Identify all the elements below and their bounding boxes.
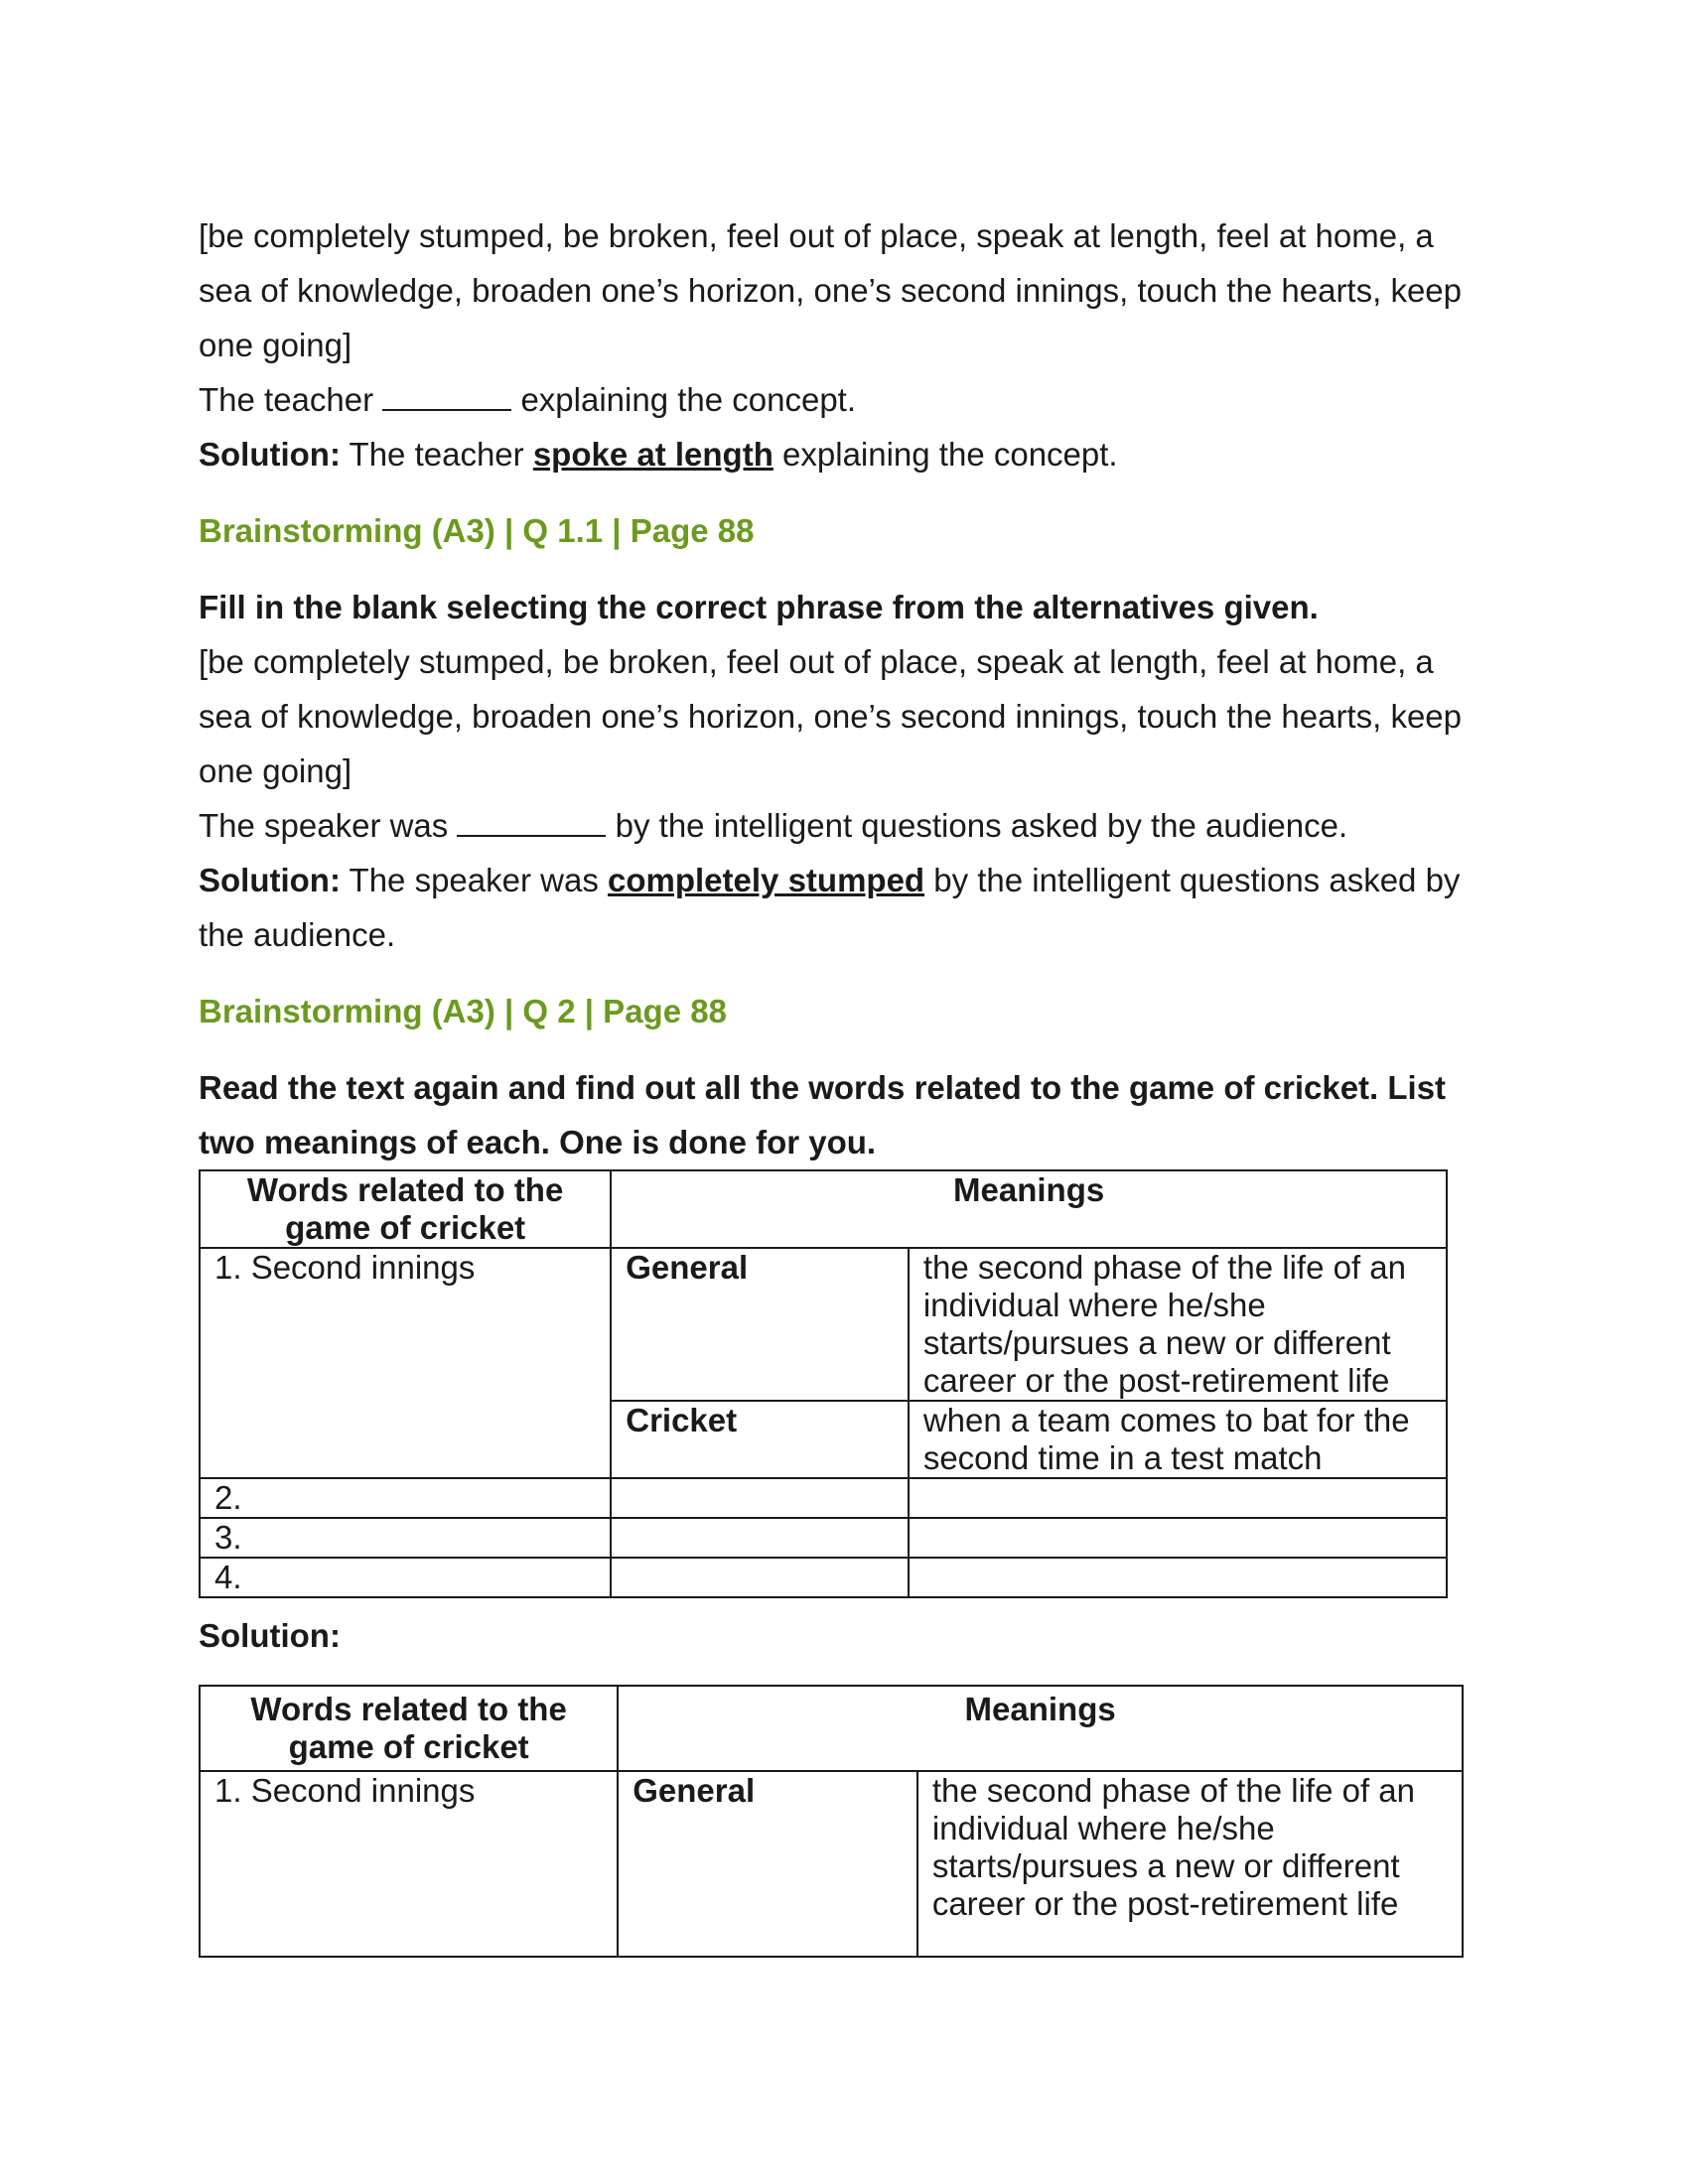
instruction: Read the text again and find out all the words related to the game of cricket. List two meanings of each. One is done for you. [199,1069,1447,1160]
row1-general-label: General [611,1248,909,1401]
table-row [200,1478,1447,1518]
solution-line [199,853,1489,962]
empty-cell [909,1478,1447,1518]
row1-general-label: General [618,1771,917,1957]
solution-label: Solution: [199,862,341,898]
section-heading: Brainstorming (A3) | Q 2 | Page 88 [199,993,727,1029]
row1-general-text: the second phase of the life of an individual where he/she starts/pursues a new or different career or the post-retirement life [909,1248,1447,1401]
sentence-before: The teacher [199,381,383,418]
table-header-row [200,1170,1447,1248]
question-sentence [199,372,1489,427]
header-words: Words related to the game of cricket [200,1686,618,1771]
instruction: Fill in the blank selecting the correct phrase from the alternatives given. [199,589,1319,625]
table-row [200,1518,1447,1558]
solution-table [199,1685,1464,1958]
solution-answer: spoke at length [532,436,774,473]
header-meanings: Meanings [618,1686,1463,1771]
solution-before: The teacher [340,436,533,473]
table-row [200,1248,1447,1401]
row1-cricket-label: Cricket [611,1401,909,1478]
solution-before: The speaker was [340,862,608,898]
solution-label: Solution: [199,436,341,473]
header-words: Words related to the game of cricket [200,1170,611,1248]
empty-cell [611,1478,909,1518]
empty-cell [909,1518,1447,1558]
solution-after: by the intelligent questions asked by the audience. [199,862,1461,953]
empty-cell [611,1518,909,1558]
solution-line [199,427,1489,481]
header-meanings: Meanings [611,1170,1447,1248]
row1-word: 1. Second innings [200,1248,611,1478]
options-list: [be completely stumped, be broken, feel out of place, speak at length, feel at home, a sea of knowledge, broaden one’s horizon, one’s second innings, touch the hearts, keep one going] [199,217,1462,363]
row2-word: 2. [200,1478,611,1518]
row3-word: 3. [200,1518,611,1558]
table-row [200,1771,1463,1957]
row1-cricket-text: when a team comes to bat for the second time in a test match [909,1401,1447,1478]
solution-after: explaining the concept. [773,436,1118,473]
empty-cell [909,1558,1447,1597]
sentence-after: explaining the concept. [511,381,857,418]
table-row [200,1558,1447,1597]
sentence-after: by the intelligent questions asked by the audience. [606,807,1348,844]
row1-word: 1. Second innings [200,1771,618,1957]
table-header-row [200,1686,1463,1771]
document-content [199,208,1489,1958]
blank-line [457,807,606,837]
section-heading: Brainstorming (A3) | Q 1.1 | Page 88 [199,512,755,549]
blank-line [382,381,511,411]
question-sentence [199,798,1489,853]
solution-label: Solution: [199,1617,341,1654]
row1-general-text: the second phase of the life of an individual where he/she starts/pursues a new or different career or the post-retirement life [917,1771,1463,1957]
solution-answer: completely stumped [608,862,925,898]
row4-word: 4. [200,1558,611,1597]
options-list: [be completely stumped, be broken, feel out of place, speak at length, feel at home, a sea of knowledge, broaden one’s horizon, one’s second innings, touch the hearts, keep one going] [199,643,1462,789]
question-table [199,1169,1448,1598]
sentence-before: The speaker was [199,807,458,844]
empty-cell [611,1558,909,1597]
